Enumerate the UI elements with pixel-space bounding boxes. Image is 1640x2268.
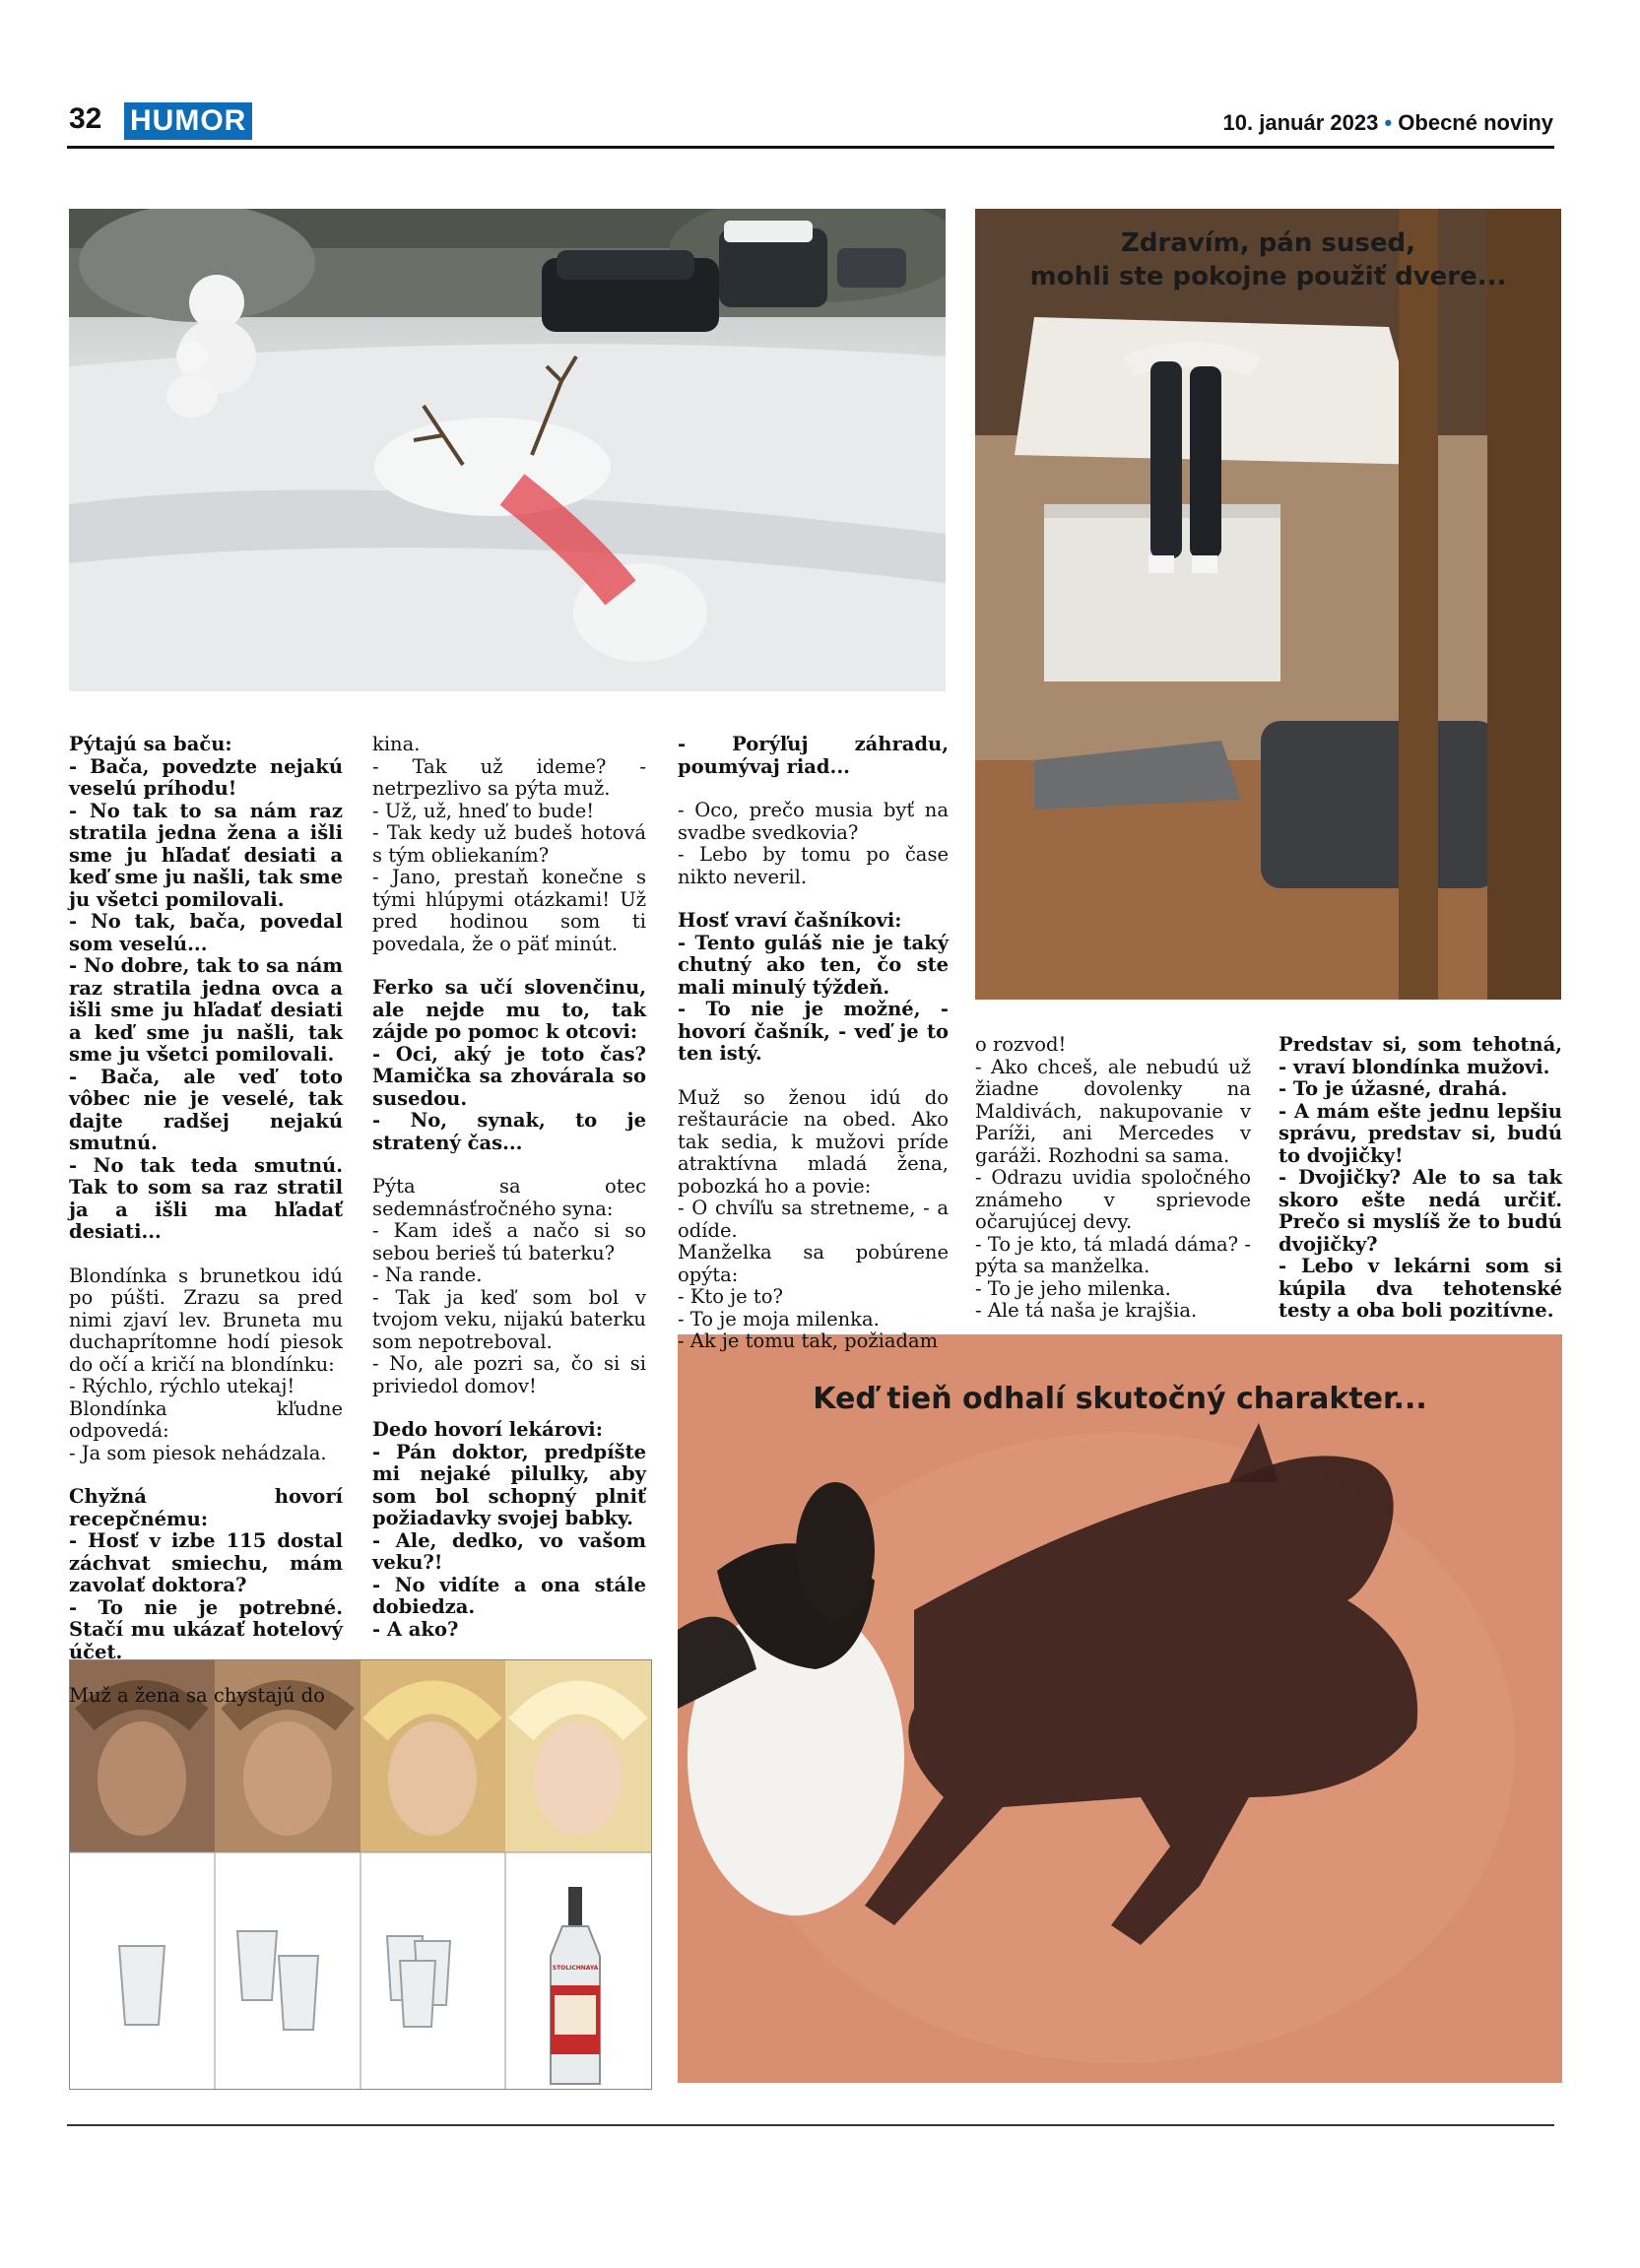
joke-baterka: Pýta sa otec sedemnásťročného syna: - Kam ideš a načo si so sebou berieš tú baterku? - Na rande. - Tak ja keď som bol v tvojom veku, nijakú baterku som nepotreboval. - No, ale pozri sa, čo si si priviedol domov! xyxy=(372,1175,646,1397)
text-column-3 xyxy=(678,734,949,1375)
text-column-2 xyxy=(372,734,646,1662)
joke-chyzna: Chyžná hovorí recepčnému: - Hosť v izbe 115 dostal záchvat smiechu, mám zavolať doktora? - To nie je potrebné. Stačí mu ukázať hotelový účet. xyxy=(69,1485,343,1663)
issue-date: 10. január 2023 xyxy=(1222,110,1379,135)
footer-rule xyxy=(67,2124,1554,2126)
shadow-caption: Keď tieň odhalí skutočný charakter... xyxy=(813,1382,1427,1416)
dog-shadow-photo xyxy=(678,1334,1562,2083)
joke-kino-start: Muž a žena sa chystajú do xyxy=(69,1684,325,1707)
text-column-5 xyxy=(1279,1034,1562,1344)
joke-dedo: Dedo hovorí lekárovi: - Pán doktor, predpíšte mi nejaké pilulky, aby som bol schopný plniť požiadavky svojej babky. - Ale, dedko, vo vašom veku?! - No vidíte a ona stále dobiedza. - A ako? xyxy=(372,1418,646,1641)
dateline xyxy=(1223,110,1553,136)
joke-kino-end: kina. - Tak už ideme? - netrpezlivo sa pýta muž. - Už, už, hneď to bude! - Tak kedy už budeš hotová s tým obliekaním? - Jano, prestaň konečne s tými hlúpymi otázkami! Už pred hodinou som ti povedala, že o päť minút. xyxy=(372,733,646,955)
joke-zahrada: - Porýľuj záhradu, poumývaj riad... xyxy=(678,733,949,778)
text-column-4 xyxy=(975,1034,1251,1344)
header-rule xyxy=(67,146,1554,149)
neighbor-caption: Zdravím, pán sused, mohli ste pokojne použiť dvere... xyxy=(1029,228,1507,292)
joke-restauracia-end: o rozvod! - Ako chceš, ale nebudú už žiadne dovolenky na Maldivách, nakupovanie v Paríži, ani Mercedes v garáži. Rozhodni sa sama. - Odrazu uvidia spoločného známeho v sprievode očarujúcej devy. - To je kto, tá mladá dáma? - pýta sa manželka. - To je jeho milenka. - Ale tá naša je krajšia. xyxy=(975,1033,1251,1322)
publication-name: Obecné noviny xyxy=(1398,110,1553,135)
joke-tehotna: Predstav si, som tehotná, - vraví blondínka mužovi. - To je úžasné, drahá. - A mám ešte jednu lepšiu správu, predstav si, budú to dvojičky! - Dvojičky? Ale to sa tak skoro ešte nedá určiť. Prečo si myslíš že to budú dvojičky? - Lebo v lekárni som si kúpila dva tehotenské testy a oba boli pozitívne. xyxy=(1279,1033,1562,1322)
separator-dot: • xyxy=(1384,110,1393,135)
joke-restauracia-start: Muž so ženou idú do reštaurácie na obed. Ako tak sedia, k mužovi príde atraktívna mladá žena, pobozká ho a povie: - O chvíľu sa stretneme, - a odíde. Manželka sa pobúrene opýta: - Kto je to? - To je moja milenka. - Ak je tomu tak, požiadam xyxy=(678,1085,949,1352)
joke-gulas: Hosť vraví čašníkovi: - Tento guláš nie je taký chutný ako ten, čo ste mali minulý týždeň. - To nie je možné, - hovorí čašník, - veď je to ten istý. xyxy=(678,909,949,1065)
neighbor-ceiling-photo xyxy=(975,209,1561,1000)
section-label: HUMOR xyxy=(124,102,252,140)
page-number: 32 xyxy=(69,102,102,135)
joke-bacha: Pýtajú sa baču: - Bača, povedzte nejakú veselú príhodu! - No tak to sa nám raz stratila jedna žena a išli sme ju hľadať desiati a keď sme ju našli, tak sme ju všetci pomilovali. - No tak, bača, povedal som veselú... - No dobre, tak to sa nám raz stratila jedna ovca a išli sme ju hľadať desiati a keď sme ju našli, tak sme ju všetci pomilovali. - Bača, ale veď toto vôbec nie je veselé, tak dajte radšej nejakú smutnú. - No tak teda smutnú. Tak to som sa raz stratil ja a išli ma hľadať desiati... xyxy=(69,733,343,1243)
joke-ferko: Ferko sa učí slovenčinu, ale nejde mu to, tak zájde po pomoc k otcovi: - Oci, aký je toto čas? Mamička sa zhovárala so susedou. - No, synak, to je stratený čas... xyxy=(372,976,646,1154)
joke-blondinka-lev: Blondínka s brunetkou idú po púšti. Zrazu sa pred nimi zjaví lev. Bruneta mu duchaprítomne hodí piesok do očí a kričí na blondínku: - Rýchlo, rýchlo utekaj! Blondínka kľudne odpovedá: - Ja som piesok nehádzala. xyxy=(69,1264,343,1464)
vodka-label: STOLICHNAYA xyxy=(552,1965,599,1972)
snowman-photo xyxy=(69,209,946,691)
text-column-1 xyxy=(69,734,343,1729)
joke-svedkovia: - Oco, prečo musia byť na svadbe svedkovia? - Lebo by tomu po čase nikto neveril. xyxy=(678,799,949,888)
